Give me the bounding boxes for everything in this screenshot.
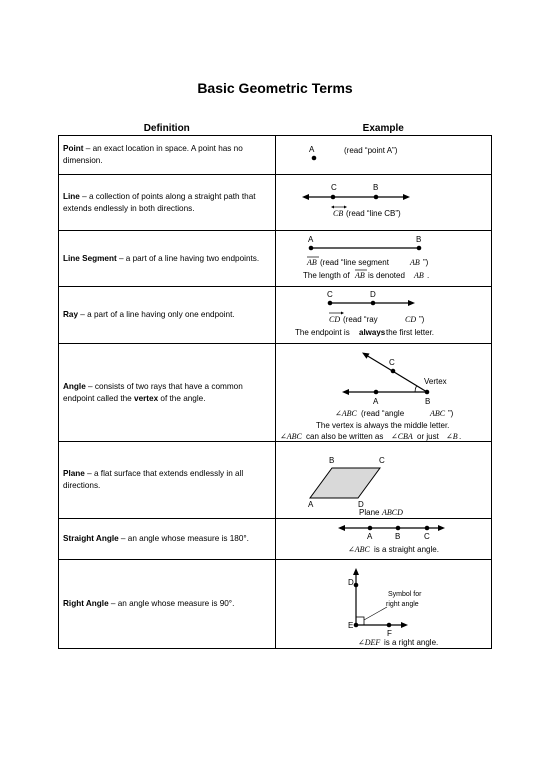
symbol-label-line2: right angle	[385, 601, 419, 608]
point-a-dot	[308, 246, 313, 251]
point-diagram	[276, 136, 504, 174]
symbol-pointer-line	[364, 607, 387, 620]
segment-caption-post: ”)	[422, 258, 428, 267]
example-cell	[275, 560, 492, 649]
point-b-dot	[395, 526, 400, 531]
ray-ba-arrowhead-icon	[342, 389, 349, 395]
definition-cell	[59, 442, 276, 519]
vertex-label: Vertex	[423, 377, 447, 386]
point-label: A	[308, 145, 314, 154]
table-row-plane	[59, 442, 492, 519]
angle-note-math3: ∠B	[445, 432, 458, 441]
left-arrowhead-icon	[338, 525, 345, 531]
definition-cell	[59, 231, 276, 287]
segment-note-math1: AB	[354, 271, 365, 280]
definition-cell	[59, 175, 276, 231]
definition-bold: vertex	[134, 393, 159, 403]
ray-notation: CD	[328, 315, 340, 324]
point-b-label: B	[372, 183, 378, 192]
point-c-dot	[390, 369, 395, 374]
point-a-label: A	[372, 397, 378, 406]
point-d-label: D	[347, 578, 354, 587]
point-a-dot	[373, 390, 378, 395]
example-cell	[275, 231, 492, 287]
segment-caption-pre: (read “line segment	[319, 258, 389, 267]
point-d-label: D	[357, 500, 364, 509]
line-diagram	[276, 175, 504, 230]
term-name: Straight Angle	[63, 534, 119, 543]
definition-text: – an angle whose measure is 90°.	[108, 599, 235, 608]
definition-text: – consists of two rays that have a common endpoint called the	[63, 381, 243, 403]
ray-note-pre: The endpoint is	[294, 328, 350, 337]
ray-caption-pre: (read “ray	[342, 315, 378, 324]
definition-cell	[59, 136, 276, 175]
point-d-dot	[353, 583, 358, 588]
term-name: Plane	[63, 469, 85, 478]
point-a-label: A	[366, 532, 372, 541]
definition-cell	[59, 287, 276, 344]
line-caption: (read “line CB”)	[345, 209, 401, 218]
table-row-right-angle	[59, 560, 492, 649]
ray-note-post: the first letter.	[385, 328, 434, 337]
line-notation: CB	[332, 209, 343, 218]
plane-caption-pre: Plane	[358, 508, 379, 517]
definition-text: – a part of a line having two endpoints.	[116, 253, 260, 263]
plane-shape	[310, 468, 380, 498]
example-cell	[275, 344, 492, 442]
point-c-label: C	[378, 456, 385, 465]
angle-diagram	[276, 344, 504, 441]
example-cell	[275, 136, 492, 175]
definition-text: – a part of a line having only one endpoint.	[78, 310, 235, 319]
term-name: Point	[63, 144, 84, 153]
example-cell	[275, 287, 492, 344]
point-c-dot	[424, 526, 429, 531]
example-cell	[275, 442, 492, 519]
angle-caption-post: ”)	[447, 409, 453, 418]
example-cell	[275, 519, 492, 560]
point-a-dot	[367, 526, 372, 531]
segment-note-mid: is denoted	[367, 271, 405, 280]
right-angle-notation: ∠DEF	[357, 638, 380, 647]
ray-diagram	[276, 287, 504, 343]
ray-ef-arrowhead-icon	[401, 622, 408, 628]
point-c-dot	[327, 301, 332, 306]
table-row-ray	[59, 287, 492, 344]
right-angle-diagram	[276, 560, 504, 648]
ray-bc-arrowhead-icon	[362, 353, 370, 359]
symbol-label-line1: Symbol for	[387, 591, 421, 598]
angle-notation: ∠ABC	[334, 409, 357, 418]
point-d-label: D	[369, 290, 376, 299]
angle-note-or: or just	[416, 432, 439, 441]
definition-cell	[59, 560, 276, 649]
definition-header: Definition	[59, 121, 276, 136]
terms-table	[58, 121, 492, 649]
ray-note-bold: always	[358, 328, 385, 337]
point-b-dot	[373, 195, 378, 200]
angle-note-1: The vertex is always the middle letter.	[315, 421, 449, 430]
definition-text-end: of the angle.	[158, 393, 206, 403]
angle-note-math1: ∠ABC	[279, 432, 302, 441]
ray-arrowhead-icon	[408, 300, 415, 306]
point-f-dot	[386, 623, 391, 628]
point-c-label: C	[423, 532, 430, 541]
segment-note-math2: AB	[413, 271, 424, 280]
angle-note-math2: ∠CBA	[390, 432, 413, 441]
plane-caption-math: ABCD	[381, 508, 403, 517]
term-name: Ray	[63, 310, 79, 319]
angle-caption-pre: (read “angle	[360, 409, 404, 418]
point-caption: (read “point A”)	[343, 146, 397, 155]
table-row-line-segment	[59, 231, 492, 287]
vertex-e-label: E	[347, 621, 353, 630]
segment-diagram	[276, 231, 504, 286]
example-cell	[275, 175, 492, 231]
angle-note-post: .	[458, 432, 461, 441]
table-row-line	[59, 175, 492, 231]
point-b-dot	[416, 246, 421, 251]
point-b-label: B	[415, 235, 421, 244]
definition-cell	[59, 344, 276, 442]
point-b-label: B	[328, 456, 334, 465]
right-angle-caption: is a right angle.	[383, 638, 438, 647]
segment-caption-math: AB	[409, 258, 420, 267]
point-b-label: B	[394, 532, 400, 541]
segment-note-post: .	[426, 271, 429, 280]
angle-arc	[414, 386, 416, 392]
page-title: Basic Geometric Terms	[197, 80, 353, 96]
plane-diagram	[276, 442, 504, 518]
term-name: Line	[63, 191, 80, 201]
vertex-e-dot	[353, 623, 358, 628]
ray-caption-math: CD	[404, 315, 416, 324]
straight-angle-notation: ∠ABC	[347, 545, 370, 554]
ray-ed-arrowhead-icon	[353, 568, 359, 575]
segment-notation: AB	[306, 258, 317, 267]
segment-note-pre: The length of	[302, 271, 350, 280]
definition-text: – a flat surface that extends endlessly in all directions.	[63, 469, 244, 490]
point-d-dot	[370, 301, 375, 306]
term-name: Right Angle	[63, 599, 109, 608]
right-arrowhead-icon	[403, 194, 410, 200]
point-c-dot	[330, 195, 335, 200]
term-name: Line Segment	[63, 253, 117, 263]
point-a-label: A	[307, 235, 313, 244]
angle-note-mid: can also be written as	[305, 432, 383, 441]
ray-caption-post: ”)	[418, 315, 424, 324]
point-c-label: C	[326, 290, 333, 299]
ray-bc	[366, 355, 427, 392]
point-c-label: C	[330, 183, 337, 192]
table-row-straight-angle	[59, 519, 492, 560]
vertex-b-dot	[424, 390, 429, 395]
straight-angle-caption: is a straight angle.	[373, 545, 439, 554]
vertex-b-label: B	[424, 397, 430, 406]
point-dot	[311, 156, 316, 161]
straight-angle-diagram	[276, 519, 504, 559]
term-name: Angle	[63, 381, 86, 391]
table-row-angle	[59, 344, 492, 442]
point-f-label: F	[386, 629, 392, 638]
angle-caption-math: ABC	[429, 409, 445, 418]
left-arrowhead-icon	[302, 194, 309, 200]
definition-text: – a collection of points along a straight path that extends endlessly in both directions.	[63, 191, 256, 213]
table-row-point	[59, 136, 492, 175]
point-a-label: A	[307, 500, 313, 509]
right-arrowhead-icon	[438, 525, 445, 531]
definition-text: – an angle whose measure is 180°.	[118, 534, 249, 543]
definition-cell	[59, 519, 276, 560]
definition-text: – an exact location in space. A point has no dimension.	[63, 144, 243, 165]
point-c-label: C	[388, 358, 395, 367]
example-header: Example	[275, 121, 492, 136]
table-header-row	[59, 121, 492, 136]
